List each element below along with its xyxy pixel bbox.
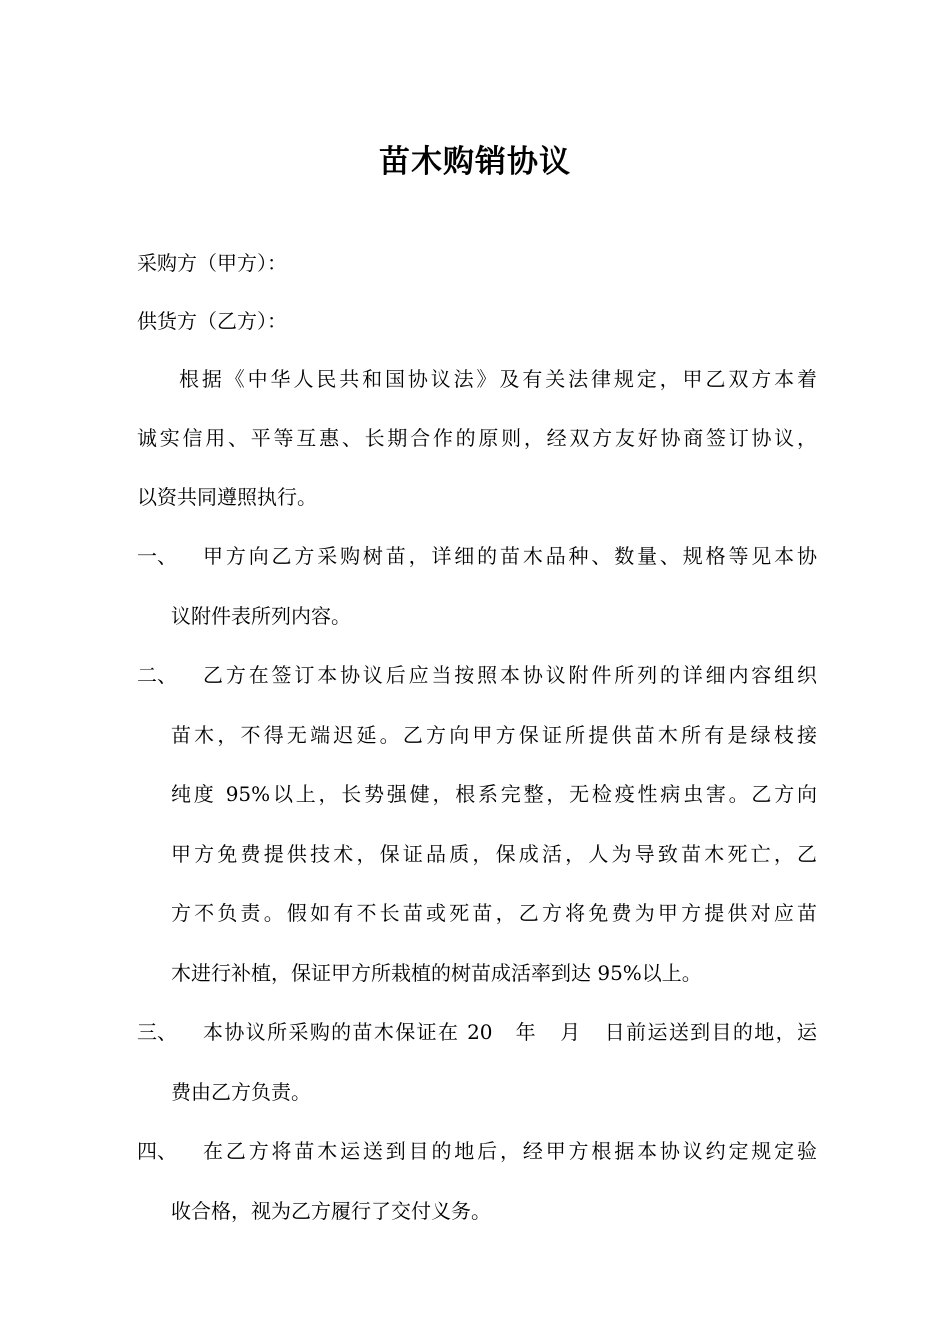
supplier-label: 供货方（乙方）： bbox=[137, 309, 287, 333]
clause-line: 乙方在签订本协议后应当按照本协议附件所列的详细内容组织 bbox=[203, 663, 817, 687]
clause-line: 本协议所采购的苗木保证在 20 年 月 日前运送到目的地，运 bbox=[203, 1020, 817, 1044]
intro-line: 诚实信用、平等互惠、长期合作的原则，经双方友好协商签订协议， bbox=[137, 426, 817, 450]
intro-line: 以资共同遵照执行。 bbox=[137, 485, 317, 509]
clause-line: 在乙方将苗木运送到目的地后，经甲方根据本协议约定规定验 bbox=[203, 1139, 817, 1163]
clause-line: 纯度 95%以上，长势强健，根系完整，无检疫性病虫害。乙方向 bbox=[171, 782, 817, 806]
clause-number: 二、 bbox=[137, 663, 177, 687]
clause-line: 费由乙方负责。 bbox=[171, 1079, 311, 1104]
clause-number: 三、 bbox=[137, 1020, 177, 1044]
clause-2 bbox=[137, 656, 817, 1013]
clause-3 bbox=[137, 1013, 817, 1132]
clause-number: 一、 bbox=[137, 544, 177, 568]
clause-line: 甲方向乙方采购树苗，详细的苗木品种、数量、规格等见本协 bbox=[203, 544, 817, 568]
clause-4 bbox=[137, 1132, 817, 1251]
intro-paragraph bbox=[137, 360, 817, 537]
clause-line: 苗木，不得无端迟延。乙方向甲方保证所提供苗木所有是绿枝接 bbox=[171, 722, 817, 747]
document-title: 苗木购销协议 bbox=[379, 144, 571, 180]
clause-line: 木进行补植，保证甲方所栽植的树苗成活率到达 95%以上。 bbox=[171, 960, 702, 985]
clause-1 bbox=[137, 537, 817, 656]
clause-line: 方不负责。假如有不长苗或死苗，乙方将免费为甲方提供对应苗 bbox=[171, 901, 817, 925]
clause-line: 议附件表所列内容。 bbox=[171, 603, 351, 628]
document-body bbox=[137, 244, 817, 1251]
clause-line: 收合格，视为乙方履行了交付义务。 bbox=[171, 1198, 491, 1223]
buyer-label: 采购方（甲方）： bbox=[137, 251, 287, 275]
clause-number: 四、 bbox=[137, 1139, 177, 1163]
clause-line: 甲方免费提供技术，保证品质，保成活，人为导致苗木死亡，乙 bbox=[171, 841, 817, 866]
intro-line: 根据《中华人民共和国协议法》及有关法律规定，甲乙双方本着 bbox=[179, 367, 817, 391]
